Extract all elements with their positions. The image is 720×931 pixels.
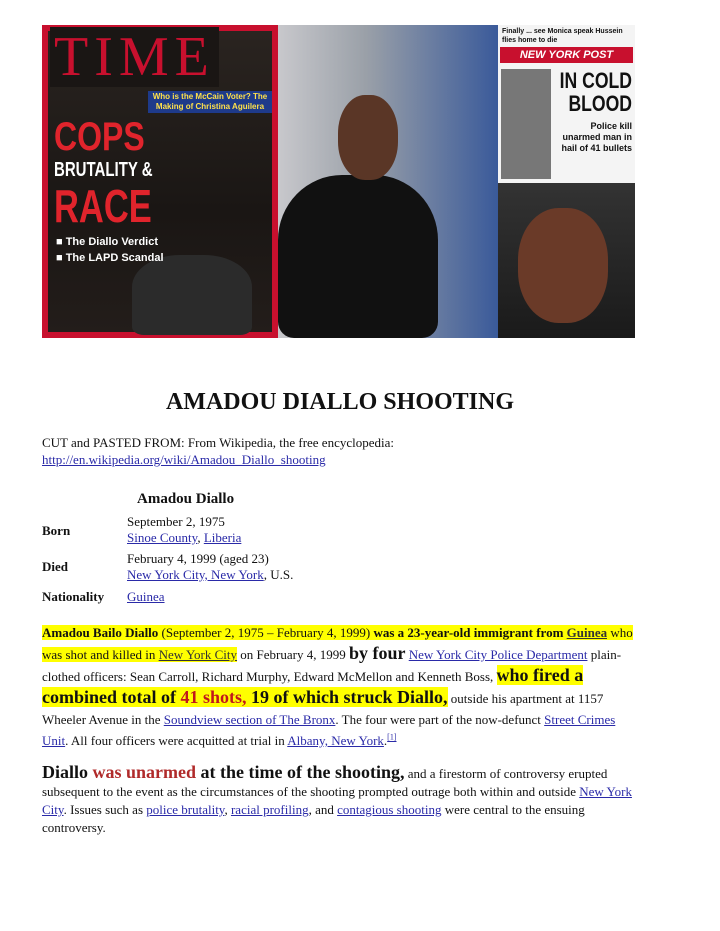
post-subheadline: Police kill unarmed man in hail of 41 bullets [561,121,632,153]
link-racial-profiling[interactable]: racial profiling [230,802,309,817]
text: . [383,733,388,748]
died-value [127,551,293,583]
new-york-post-cover [498,25,635,183]
time-brutality: BRUTALITY & [54,159,153,181]
separator: , [197,530,204,545]
link-street-crimes-unit[interactable]: Street Crimes Unit [42,712,616,748]
text: by four [348,643,406,663]
link-guinea[interactable]: Guinea [127,589,165,604]
link-contagious-shooting[interactable]: contagious shooting [337,802,442,817]
link-sinoe-county[interactable]: Sinoe County [127,530,198,545]
died-country: , U.S. [263,567,294,582]
link-nypd[interactable]: New York City Police Department [408,647,588,662]
text: Amadou Bailo Diallo [42,625,159,640]
nationality-label: Nationality [42,589,105,604]
born-date: September 2, 1975 [127,514,225,529]
died-label: Died [42,559,68,574]
source-note [42,434,394,468]
link-police-brutality[interactable]: police brutality [146,802,225,817]
text: . All four officers were acquitted at trial in [65,733,288,748]
page-title: AMADOU DIALLO SHOOTING [165,389,515,415]
figure [132,255,252,335]
text: plain-clothed officers: Sean Carroll, Richard Murphy, Edward McMellon and Kenneth Boss, [42,647,622,684]
text: (September 2, 1975 – February 4, 1999) [158,625,374,640]
post-masthead: NEW YORK POST [500,47,633,63]
link-new-york-city[interactable]: New York City [158,647,238,662]
link-guinea[interactable]: Guinea [566,625,608,640]
born-label: Born [42,523,71,538]
post-headline: IN COLD BLOOD [559,68,632,116]
intro-paragraph [42,622,642,751]
source-link[interactable]: http://en.wikipedia.org/wiki/Amadou_Diallo_shooting [42,452,326,467]
article-body [42,622,642,837]
post-teaser: Finally ... see Monica speak Hussein flies home to die [502,28,623,44]
text: . Issues such as [63,802,147,817]
time-logo: TIME [50,27,219,87]
text: who fired a combined total of [42,665,584,707]
died-date: February 4, 1999 (aged 23) [127,551,269,566]
time-bullet: The LAPD Scandal [65,252,164,264]
link-liberia[interactable]: Liberia [203,530,242,545]
closeup-photo [498,183,635,338]
text: , and [308,802,338,817]
text: . The four were part of the now-defunct [335,712,545,727]
link-new-york-city[interactable]: New York City, New York [127,567,264,582]
time-magazine-cover: TIME Who is the McCain Voter? The Making of Christina Aguilera COPS BRUTALITY & RACE ■ The Diallo Verdict ■ The LAPD Scandal [42,25,278,338]
text: on February 4, 1999 [237,647,349,662]
link-new-york-city[interactable]: New York City [42,784,632,817]
time-bullet: The Diallo Verdict [65,236,159,248]
text: who was shot and killed in [42,625,633,662]
source-text: CUT and PASTED FROM: From Wikipedia, the free encyclopedia: [42,435,394,450]
link-soundview[interactable]: Soundview section of The Bronx [163,712,336,727]
controversy-paragraph [42,763,642,837]
time-cops: COPS [54,115,145,159]
text: was a 23-year-old immigrant from [373,625,567,640]
text: Diallo [42,762,93,782]
text: at the time of the shooting, [196,762,405,782]
text: 19 of which struck Diallo, [246,687,448,707]
text: was unarmed [92,762,197,782]
text: outside his apartment at 1157 Wheeler Avenue in the [42,691,604,727]
text: 41 shots, [180,687,247,707]
link-albany[interactable]: Albany, New York [287,733,384,748]
time-banner: Who is the McCain Voter? The Making of Christina Aguilera [148,91,272,113]
photo-collage [42,25,635,338]
portrait-photo [278,25,498,338]
text: and a firestorm of controversy erupted subsequent to the event as the circumstances of the shooting prompted outrage both within and outside [42,766,608,799]
infobox-title: Amadou Diallo [137,491,235,507]
text: were central to the ensuing controversy. [42,802,585,835]
time-race: RACE [54,180,152,232]
text: , [224,802,231,817]
born-value [127,514,241,546]
reference-link[interactable]: [1] [387,732,397,742]
